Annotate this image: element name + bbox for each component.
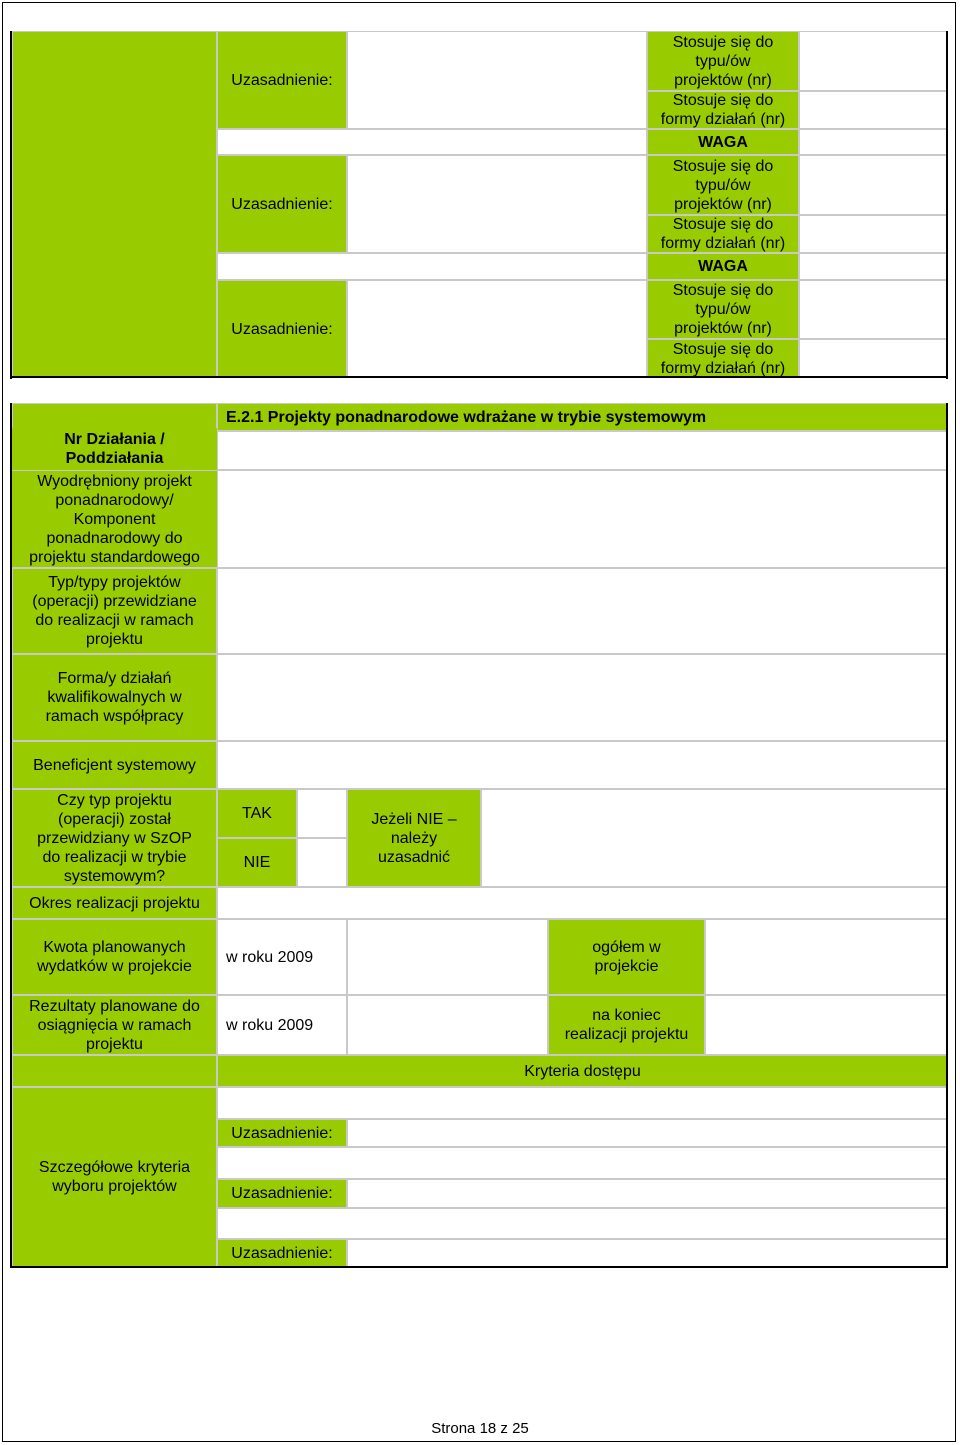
- no-checkbox-cell[interactable]: [297, 838, 347, 887]
- detailed-justification-label-cell: [217, 1119, 347, 1147]
- project-types-input-cell[interactable]: [799, 31, 948, 91]
- access-criteria-left-cell: [12, 1055, 217, 1087]
- foreseen-question-label-cell: [12, 789, 217, 887]
- weight-label-cell: [647, 253, 799, 280]
- justification-label-cell: [217, 280, 347, 378]
- results-year-label-cell: [217, 995, 347, 1055]
- expenses-year-label: w roku 2009: [226, 948, 314, 966]
- weight-input-cell[interactable]: [799, 129, 948, 155]
- action-forms-label-cell: [647, 215, 799, 253]
- detailed-criteria-label-cell: [12, 1087, 217, 1267]
- period-label-cell: [12, 887, 217, 919]
- justification-input-cell[interactable]: [347, 31, 647, 129]
- justification-input-cell[interactable]: [347, 155, 647, 253]
- justification-label-cell: [217, 155, 347, 253]
- foreseen-question-label: Czy typ projektu (operacji) został przewidziany w SzOP do realizacji w trybie systemowym?: [37, 791, 192, 885]
- expenses-total-label: ogółem w projekcie: [592, 939, 661, 975]
- separated-project-label-cell: [12, 470, 217, 568]
- beneficiary-label-cell: [12, 741, 217, 789]
- action-forms-label-cell: [12, 654, 217, 741]
- yes-checkbox-cell[interactable]: [297, 789, 347, 838]
- period-label: Okres realizacji projektu: [29, 894, 200, 912]
- table-border-right: [946, 403, 948, 1268]
- planned-expenses-label-cell: [12, 919, 217, 995]
- justification-input-cell[interactable]: [347, 280, 647, 378]
- expenses-year-input-cell[interactable]: [347, 919, 548, 995]
- if-no-label-cell: [347, 789, 481, 887]
- spacer-cell: [217, 253, 647, 280]
- section-title-cell: [217, 403, 948, 431]
- spacer-cell: [217, 129, 647, 155]
- yes-label: TAK: [242, 805, 272, 822]
- yes-label-cell: [217, 789, 297, 838]
- page-number: Strona 18 z 25: [431, 1420, 529, 1437]
- detailed-justification-label: Uzasadnienie:: [231, 1244, 333, 1262]
- action-number-input-cell[interactable]: [217, 431, 948, 470]
- project-types-label-cell: [12, 568, 217, 654]
- separated-project-input-cell[interactable]: [217, 470, 948, 568]
- separated-project-label: Wyodrębniony projekt ponadnarodowy/ Komponent ponadnarodowy do projektu standardowego: [29, 472, 200, 566]
- access-criteria-input-cell[interactable]: [217, 1087, 948, 1119]
- period-input-cell[interactable]: [217, 887, 948, 919]
- weight-label: WAGA: [698, 133, 748, 151]
- action-forms-label: Stosuje się do formy działań (nr): [660, 216, 786, 252]
- beneficiary-label: Beneficjent systemowy: [33, 756, 196, 774]
- action-forms-label: Stosuje się do formy działań (nr): [660, 340, 786, 377]
- justification-label: Uzasadnienie:: [231, 320, 333, 338]
- action-forms-label: Stosuje się do formy działań (nr): [660, 92, 786, 128]
- results-end-input-cell[interactable]: [705, 995, 948, 1055]
- no-label-cell: [217, 838, 297, 887]
- justification-label: Uzasadnienie:: [231, 71, 333, 89]
- action-forms-input-cell[interactable]: [799, 339, 948, 378]
- detailed-criteria-label: Szczegółowe kryteria wyboru projektów: [38, 1159, 191, 1195]
- project-types-label-cell: [647, 280, 799, 339]
- access-criteria-label: Kryteria dostępu: [524, 1062, 641, 1080]
- justification-label-cell: [217, 31, 347, 129]
- planned-expenses-label: Kwota planowanych wydatków w projekcie: [37, 939, 192, 975]
- action-forms-input-cell[interactable]: [799, 91, 948, 129]
- beneficiary-input-cell[interactable]: [217, 741, 948, 789]
- detailed-justification-label-cell: [217, 1239, 347, 1267]
- if-no-label: Jeżeli NIE – należy uzasadnić: [371, 810, 457, 866]
- results-end-label-cell: [548, 995, 705, 1055]
- planned-results-label-cell: [12, 995, 217, 1055]
- detailed-criteria-input-cell[interactable]: [217, 1208, 948, 1239]
- project-types-label: Stosuje się do typu/ów projektów (nr): [672, 282, 774, 337]
- expenses-total-input-cell[interactable]: [705, 919, 948, 995]
- table-border-bottom: [10, 376, 948, 378]
- table-border-left: [10, 31, 12, 379]
- table-border-left: [10, 403, 12, 1268]
- expenses-year-label-cell: [217, 919, 347, 995]
- action-forms-label-cell: [647, 339, 799, 378]
- project-types-label: Stosuje się do typu/ów projektów (nr): [672, 33, 774, 89]
- action-number-label-cell: [12, 428, 217, 470]
- planned-results-label: Rezultaty planowane do osiągnięcia w ramach projektu: [29, 997, 200, 1053]
- access-criteria-header-cell: [217, 1055, 948, 1087]
- project-types-label-cell: [647, 155, 799, 215]
- project-types-input-cell[interactable]: [217, 568, 948, 654]
- project-types-input-cell[interactable]: [799, 280, 948, 339]
- weight-label: WAGA: [698, 258, 748, 275]
- results-end-label: na koniec realizacji projektu: [564, 1007, 689, 1043]
- table-border-bottom: [10, 1266, 948, 1268]
- action-forms-input-cell[interactable]: [799, 215, 948, 253]
- if-no-input-cell[interactable]: [481, 789, 948, 887]
- project-types-label: Typ/typy projektów (operacji) przewidziane do realizacji w ramach projektu: [32, 574, 197, 648]
- action-forms-label-cell: [647, 91, 799, 129]
- weight-input-cell[interactable]: [799, 253, 948, 280]
- detailed-criteria-input-cell[interactable]: [217, 1147, 948, 1179]
- top-left-green-cell: [12, 31, 217, 378]
- no-label: NIE: [243, 854, 271, 871]
- project-types-label: Stosuje się do typu/ów projektów (nr): [672, 157, 774, 213]
- project-types-label-cell: [647, 31, 799, 91]
- detailed-justification-input-cell[interactable]: [347, 1239, 948, 1267]
- detailed-justification-input-cell[interactable]: [347, 1179, 948, 1208]
- project-types-input-cell[interactable]: [799, 155, 948, 215]
- action-number-label: Nr Działania / Poddziałania: [64, 431, 165, 467]
- action-forms-label: Forma/y działań kwalifikowalnych w ramach współpracy: [45, 670, 184, 725]
- detailed-justification-label-cell: [217, 1179, 347, 1208]
- section-title: E.2.1 Projekty ponadnarodowe wdrażane w trybie systemowym: [226, 408, 707, 426]
- results-year-label: w roku 2009: [226, 1016, 314, 1034]
- results-year-input-cell[interactable]: [347, 995, 548, 1055]
- detailed-justification-input-cell[interactable]: [347, 1119, 948, 1147]
- weight-label-cell: [647, 129, 799, 155]
- justification-label: Uzasadnienie:: [231, 195, 333, 213]
- expenses-total-label-cell: [548, 919, 705, 995]
- table-border-right: [946, 31, 948, 379]
- detailed-justification-label: Uzasadnienie:: [231, 1185, 333, 1202]
- action-forms-input-cell[interactable]: [217, 654, 948, 741]
- detailed-justification-label: Uzasadnienie:: [231, 1124, 333, 1142]
